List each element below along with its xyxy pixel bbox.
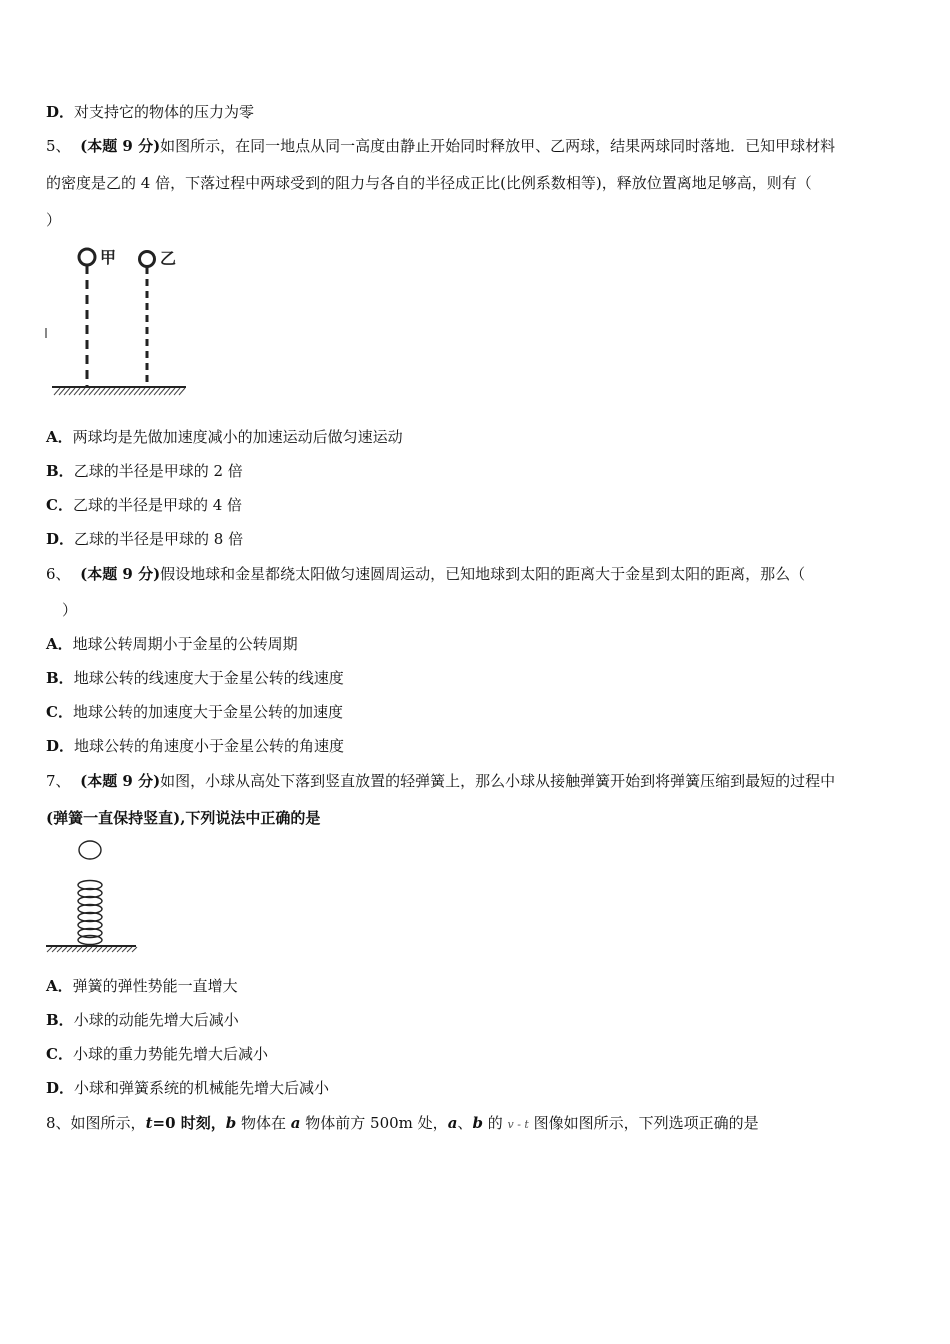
q7-option-c <box>46 1044 268 1064</box>
option-letter: D． <box>46 530 75 548</box>
ball-jia <box>79 249 95 265</box>
q7-stem-line-1 <box>46 771 835 791</box>
question-number: 8、 <box>46 1114 71 1132</box>
option-text: 乙球的半径是甲球的 8 倍 <box>74 530 244 548</box>
q5-stem-line-2 <box>46 173 812 193</box>
q5-stem-line-3 <box>46 210 61 230</box>
ball-jia-label: 甲 <box>100 248 117 267</box>
option-text: 小球和弹簧系统的机械能先增大后减小 <box>74 1079 330 1097</box>
question-text: 、 <box>457 1114 473 1132</box>
q8-stem-line-1 <box>46 1113 759 1135</box>
q6-stem-line-2 <box>62 600 77 620</box>
floor-hatching <box>47 947 137 952</box>
option-text: 对支持它的物体的压力为零 <box>74 103 255 121</box>
option-letter: D． <box>46 103 75 121</box>
option-text: 地球公转的角速度小于金星公转的角速度 <box>74 737 345 755</box>
variable-t: t <box>145 1114 153 1132</box>
question-score: (本题 9 分) <box>80 565 161 583</box>
falling-ball <box>79 841 101 859</box>
spring-coil <box>78 881 102 945</box>
option-text: 地球公转周期小于金星的公转周期 <box>72 635 298 653</box>
option-text: 两球均是先做加速度减小的加速运动后做匀速运动 <box>72 428 403 446</box>
option-text: 弹簧的弹性势能一直增大 <box>72 977 238 995</box>
ground-hatching <box>54 388 185 395</box>
q6-option-c <box>46 702 343 722</box>
q5-option-a <box>46 427 403 447</box>
option-letter: C． <box>46 1045 73 1063</box>
ball-yi <box>140 252 155 267</box>
q6-stem-line-1 <box>46 564 805 584</box>
q5-option-b <box>46 461 243 481</box>
option-letter: D． <box>46 737 75 755</box>
question-text: =0 时刻， <box>152 1114 226 1132</box>
option-text: 地球公转的线速度大于金星公转的线速度 <box>73 669 344 687</box>
question-text: ） <box>62 601 78 619</box>
q5-stem-line-1 <box>46 136 835 156</box>
option-letter: B． <box>46 1011 74 1029</box>
question-text: 物体在 <box>236 1114 291 1132</box>
question-text: 如图所示，在同一地点从同一高度由静止开始同时释放甲、乙两球，结果两球同时落地．已知甲球材料 <box>160 137 836 155</box>
question-text: 如图，小球从高处下落到竖直放置的轻弹簧上，那么小球从接触弹簧开始到将弹簧压缩到最短的过程中 <box>160 772 836 790</box>
option-letter: D． <box>46 1079 75 1097</box>
question-text: 的 <box>482 1114 508 1132</box>
q6-option-d <box>46 736 344 756</box>
option-letter: C． <box>46 703 73 721</box>
option-text: 乙球的半径是甲球的 4 倍 <box>72 496 243 514</box>
variable-b: b <box>225 1114 237 1132</box>
variable-a: a <box>447 1114 458 1132</box>
variable-a: a <box>290 1114 301 1132</box>
option-letter: B． <box>46 669 74 687</box>
q5-figure-two-balls <box>44 242 194 402</box>
question-text: 如图所示， <box>70 1114 146 1132</box>
question-score: (本题 9 分) <box>80 772 161 790</box>
vt-formula: v - t <box>507 1118 529 1131</box>
option-text: 小球的重力势能先增大后减小 <box>72 1045 268 1063</box>
option-letter: A． <box>46 977 73 995</box>
option-text: 地球公转的加速度大于金星公转的加速度 <box>72 703 343 721</box>
q7-option-d <box>46 1078 329 1098</box>
option-letter: B． <box>46 462 74 480</box>
question-number: 7、 <box>46 772 71 790</box>
option-text: 乙球的半径是甲球的 2 倍 <box>73 462 243 480</box>
variable-b: b <box>472 1114 483 1132</box>
q5-option-d <box>46 529 243 549</box>
option-letter: C． <box>46 496 73 514</box>
option-letter: A． <box>46 428 73 446</box>
q7-stem-line-2 <box>46 808 320 828</box>
q5-option-c <box>46 495 242 515</box>
q4-option-d <box>46 102 254 122</box>
question-text: 的密度是乙的 4 倍，下落过程中两球受到的阻力与各自的半径成正比(比例系数相等)，释放位置离地足够高，则有（ <box>46 174 812 192</box>
question-number: 5、 <box>46 137 71 155</box>
question-score: (本题 9 分) <box>80 137 161 155</box>
option-letter: A． <box>46 635 73 653</box>
q6-option-b <box>46 668 344 688</box>
question-text: 物体前方 500m 处， <box>300 1114 448 1132</box>
question-text: (弹簧一直保持竖直),下列说法中正确的是 <box>46 809 321 827</box>
option-text: 小球的动能先增大后减小 <box>73 1011 239 1029</box>
ball-yi-label: 乙 <box>160 249 177 268</box>
question-text: ） <box>46 211 62 229</box>
q7-option-a <box>46 976 238 996</box>
q7-option-b <box>46 1010 239 1030</box>
question-text: 图像如图所示，下列选项正确的是 <box>528 1114 759 1132</box>
q6-option-a <box>46 634 298 654</box>
q7-figure-ball-spring <box>44 836 144 958</box>
question-text: 假设地球和金星都绕太阳做匀速圆周运动，已知地球到太阳的距离大于金星到太阳的距离，那么（ <box>160 565 806 583</box>
question-number: 6、 <box>46 565 71 583</box>
